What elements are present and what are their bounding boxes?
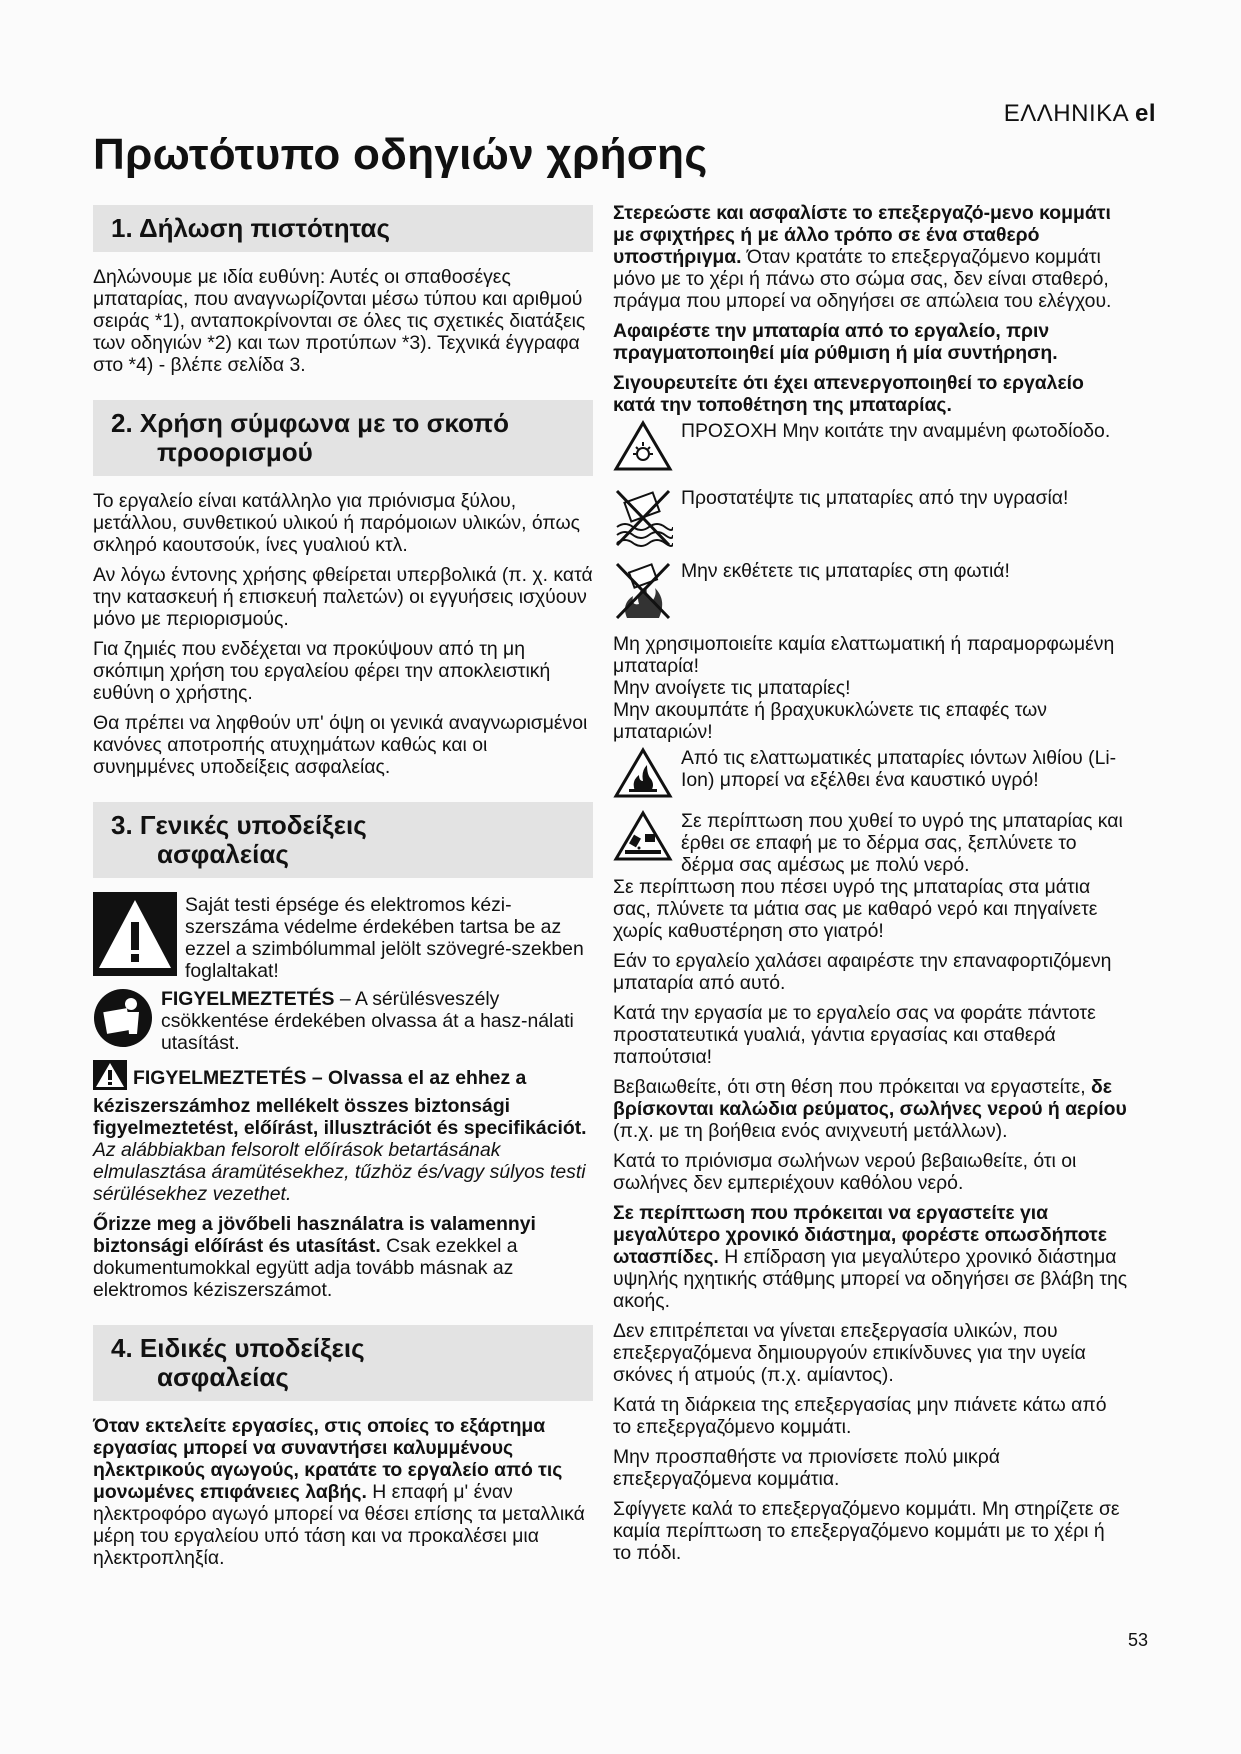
full-warning-italic: Az alábbiakban felsorolt előírások betartásának elmulasztása áramütésekhez, tűzhöz és/vagy súlyos testi sérülésekhez vezethet. <box>93 1139 586 1205</box>
read-manual-note <box>93 988 593 1054</box>
ear-protection-bold: Σε περίπτωση που πρόκειται να εργαστείτε για μεγαλύτερο χρονικό διάστημα, φορέστε οπωσδήποτε ωτασπίδες. <box>613 1202 1107 1268</box>
moisture-text: Προστατέψτε τις μπαταρίες από την υγρασία! <box>681 487 1069 509</box>
hidden-lines-bold: δε βρίσκονται καλώδια ρεύματος, σωλήνες νερού ή αερίου <box>613 1076 1127 1120</box>
led-warning-text: ΠΡΟΣΟΧΗ Μην κοιτάτε την αναμμένη φωτοδίοδο. <box>681 420 1111 442</box>
no-moisture-icon <box>613 487 673 554</box>
warning-triangle-icon <box>93 892 177 981</box>
protective-gear-text: Κατά την εργασία με το εργαλείο σας να φοράτε πάντοτε προστατευτικά γυαλιά, γάντια εργασίας και σταθερά παπούτσια! <box>613 1002 1096 1068</box>
small-pieces-text: Μην προσπαθήστε να πριονίσετε πολύ μικρά επεξεργαζόμενα κομμάτια. <box>613 1446 1000 1490</box>
section-3-title-a: 3. Γενικές υποδείξεις <box>111 810 367 840</box>
section-2-title-a: 2. Χρήση σύμφωνα με το σκοπό <box>111 408 509 438</box>
left-column <box>93 205 593 1577</box>
clamp-bold: Στερεώστε και ασφαλίστε το επεξεργαζό-μενο κομμάτι με σφιχτήρες ή με άλλο τρόπο σε ένα σταθερό υποστήριγμα. <box>613 202 1111 268</box>
section-4-title-a: 4. Ειδικές υποδείξεις <box>111 1333 365 1363</box>
hidden-lines-a: Βεβαιωθείτε, ότι στη θέση που πρόκειται να εργαστείτε, <box>613 1076 1091 1098</box>
switch-off-paragraph: Σιγουρευτείτε ότι έχει απενεργοποιηθεί το εργαλείο κατά την τοποθέτηση της μπαταρίας. <box>613 372 1084 416</box>
clamp-rest: Όταν κρατάτε το επεξεργαζόμενο κομμάτι μόνο με το χέρι ή πάνω στο σώμα σας, δεν είναι σταθερό, πράγμα που μπορεί να οδηγήσει σε απώλεια του ελέγχου. <box>613 246 1112 312</box>
section-4-text <box>93 1415 593 1569</box>
section-1-text: Δηλώνουμε με ιδία ευθύνη: Αυτές οι σπαθοσέγες μπαταρίας, που αναγνωρίζονται μέσω τύπου και αριθμού σειράς *1), ανταποκρίνονται σε όλες τις σχετικές διατάξεις των οδηγιών *2) και των προτύπων *3). Τεχνικά έγγραφα στο *4) - βλέπε σελίδα 3. <box>93 266 586 376</box>
warning-symbol-text: Saját testi épsége és elektromos kézi-szerszáma védelme érdekében tartsa be az ezzel a szimbólummal jelölt szövegré-szekben foglaltakat! <box>185 894 584 982</box>
small-warning-icon <box>93 1060 127 1095</box>
page-number: 53 <box>1127 1630 1148 1650</box>
do-not-reach-under-text: Κατά τη διάρκεια της επεξεργασίας μην πιάνετε κάτω από το επεξεργαζόμενο κομμάτι. <box>613 1394 1107 1438</box>
hidden-lines-b: (π.χ. με τη βοήθεια ενός ανιχνευτή μετάλλων). <box>613 1120 1008 1142</box>
fire-row <box>613 560 1128 627</box>
warning-symbol-note <box>93 892 593 982</box>
section-2-title-b: προορισμού <box>157 437 313 467</box>
moisture-row <box>613 487 1128 554</box>
do-not-open-text: Μην ανοίγετε τις μπαταρίες! <box>613 677 851 699</box>
read-manual-label: FIGYELMEZTETÉS <box>161 988 335 1010</box>
corrosive-text-b: Σε περίπτωση που πέσει υγρό της μπαταρίας στα μάτια σας, πλύνετε τα μάτια σας με καθαρό νερό και πηγαίνετε χωρίς καθυστέρηση στο γιατρό! <box>613 876 1098 942</box>
read-manual-rest: – A sérülésveszély csökkentése érdekében olvassa át a hasz-nálati utasítást. <box>161 988 574 1054</box>
defective-battery-text: Μη χρησιμοποιείτε καμία ελαττωματική ή παραμορφωμένη μπαταρία! <box>613 633 1115 677</box>
section-4-bold: Όταν εκτελείτε εργασίες, στις οποίες το εξάρτημα εργασίας μπορεί να συναντήσει καλυμμένους ηλεκτρικούς αγωγούς, κρατάτε το εργαλείο από τις μονωμένες επιφάνειες λαβής. <box>93 1415 563 1503</box>
no-fire-icon <box>613 560 673 627</box>
read-manual-icon <box>93 988 153 1053</box>
remove-battery-paragraph: Αφαιρέστε την μπαταρία από το εργαλείο, πριν πραγματοποιηθεί μία ρύθμιση ή μία συντήρηση. <box>613 320 1058 364</box>
caustic-row <box>613 747 1128 804</box>
section-1-title: 1. Δήλωση πιστότητας <box>111 213 391 243</box>
broken-tool-text: Εάν το εργαλείο χαλάσει αφαιρέστε την επαναφορτιζόμενη μπαταρία από αυτό. <box>613 950 1112 994</box>
caustic-text: Από τις ελαττωματικές μπαταρίες ιόντων λιθίου (Li-Ion) μπορεί να εξέλθει ένα καυστικό υγρό! <box>681 747 1117 791</box>
corrosive-icon <box>613 810 673 867</box>
water-pipes-text: Κατά το πριόνισμα σωλήνων νερού βεβαιωθείτε, ότι οι σωλήνες δεν εμπεριέχουν καθόλου νερό. <box>613 1150 1077 1194</box>
section-3-title-b: ασφαλείας <box>157 839 289 869</box>
keep-instructions-rest: Csak ezekkel a dokumentumokkal együtt adja tovább másnak az elektromos kéziszerszámot. <box>93 1235 518 1301</box>
language-code: el <box>1134 100 1156 127</box>
section-2-text-1: Το εργαλείο είναι κατάλληλο για πριόνισμα ξύλου, μετάλλου, συνθετικού υλικού ή παρόμοιων υλικών, όπως σκληρό καουτσούκ, ίνες γυαλιού κτλ. <box>93 490 580 556</box>
section-2-text-4: Θα πρέπει να ληφθούν υπ' όψη οι γενικά αναγνωρισμένοι κανόνες αποτροπής ατυχημάτων καθώς και οι συνημμένες υποδείξεις ασφαλείας. <box>93 712 588 778</box>
keep-instructions-paragraph <box>93 1213 593 1301</box>
corrosive-row <box>613 810 1128 876</box>
secure-workpiece-text: Σφίγγετε καλά το επεξεργαζόμενο κομμάτι. Μη στηρίζετε σε καμία περίπτωση το επεξεργαζόμενο κομμάτι με το χέρι ή το πόδι. <box>613 1498 1120 1564</box>
right-column <box>613 202 1128 1572</box>
led-warning-row <box>613 420 1128 477</box>
hazardous-dust-text: Δεν επιτρέπεται να γίνεται επεξεργασία υλικών, που επεξεργαζόμενα δημιουργούν επικίνδυνες για την υγεία σκόνες ή ατμούς (π.χ. αμίαντος). <box>613 1320 1086 1386</box>
full-warning-paragraph <box>93 1060 593 1205</box>
section-4-rest: Η επαφή μ' έναν ηλεκτροφόρο αγωγό μπορεί να θέσει επίσης τα μεταλλικά μέρη του εργαλείου υπό τάση και να προκαλέσει μια ηλεκτροπληξία. <box>93 1481 585 1569</box>
section-2-text-2: Αν λόγω έντονης χρήσης φθείρεται υπερβολικά (π. χ. κατά την κατασκευή ή επισκευή παλετών) οι εγγυήσεις ισχύουν μόνο με περιορισμούς. <box>93 564 593 630</box>
ear-protection-rest: Η επίδραση για μεγαλύτερο χρονικό διάστημα υψηλής ηχητικής στάθμης μπορεί να οδηγήσει σε βλάβη της ακοής. <box>613 1246 1128 1312</box>
flammable-icon <box>613 747 673 804</box>
section-2-text-3: Για ζημιές που ενδέχεται να προκύψουν από τη μη σκόπιμη χρήση του εργαλείου φέρει την αποκλειστική ευθύνη ο χρήστης. <box>93 638 551 704</box>
section-heading-1 <box>93 205 593 252</box>
section-heading-3 <box>93 802 593 878</box>
ear-protection-paragraph <box>613 1202 1128 1312</box>
hidden-lines-paragraph <box>613 1076 1128 1142</box>
short-circuit-text: Μην ακουμπάτε ή βραχυκυκλώνετε τις επαφές των μπαταριών! <box>613 699 1047 743</box>
read-manual-text <box>161 988 593 1054</box>
section-heading-4 <box>93 1325 593 1401</box>
fire-text: Μην εκθέτετε τις μπαταρίες στη φωτιά! <box>681 560 1010 582</box>
full-warning-bold: FIGYELMEZTETÉS – Olvassa el az ehhez a kéziszerszámhoz mellékelt összes biztonsági figyelmeztetést, előírást, illusztrációt és specifikációt. <box>93 1067 587 1139</box>
section-4-title-b: ασφαλείας <box>157 1362 289 1392</box>
clamp-paragraph <box>613 202 1128 312</box>
page-title: Πρωτότυπο οδηγιών χρήσης <box>93 130 708 179</box>
language-label <box>1004 100 1156 128</box>
section-heading-2 <box>93 400 593 476</box>
keep-instructions-bold: Őrizze meg a jövőbeli használatra is valamennyi biztonsági előírást és utasítást. <box>93 1213 536 1257</box>
language-text: ΕΛΛΗΝΙΚΑ <box>1003 100 1128 127</box>
corrosive-text-a: Σε περίπτωση που χυθεί το υγρό της μπαταρίας και έρθει σε επαφή με το δέρμα σας, ξεπλύνετε το δέρμα σας αμέσως με πολύ νερό. <box>681 810 1123 876</box>
led-caution-icon <box>613 420 673 477</box>
